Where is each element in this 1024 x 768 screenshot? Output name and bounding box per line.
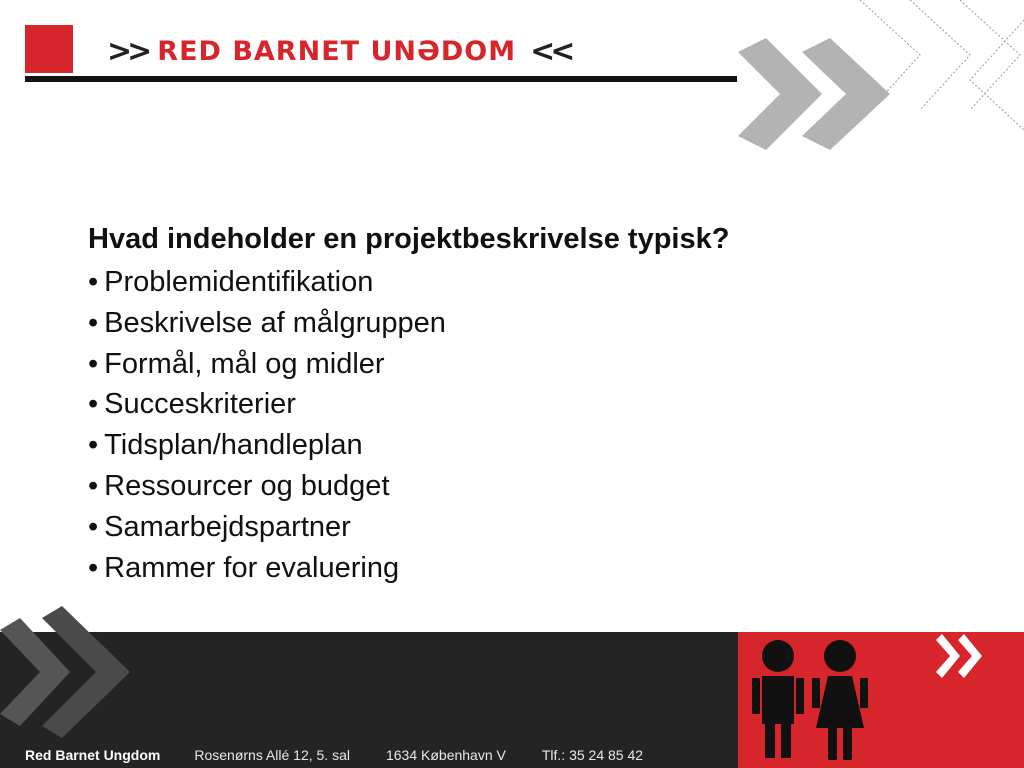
bullet-icon: • [88,266,99,298]
list-item-text: Rammer for evaluering [104,551,400,584]
footer-phone: Tlf.: 35 24 85 42 [541,747,644,763]
header-divider [25,76,737,82]
bullet-icon: • [88,388,99,421]
bullet-icon: • [88,347,99,380]
list-item [88,425,928,466]
list-item [88,548,928,589]
list-item [88,262,928,303]
list-item-text: Ressourcer og budget [104,469,390,502]
brand-left-chevron: >> [107,33,148,69]
white-chevron-icon [936,634,992,678]
bullet-list [88,262,928,588]
red-square-logo [25,25,73,73]
list-item-text: Tidsplan/handleplan [104,429,363,462]
list-item [88,466,928,507]
list-item [88,344,928,385]
footer-contact-info [25,745,643,765]
bullet-icon: • [88,306,99,339]
brand-right-chevron: << [530,33,571,69]
slide-heading: Hvad indeholder en projektbeskrivelse typisk? [88,223,730,255]
brand-logo [107,32,570,70]
list-item-text: Succeskriterier [104,388,296,421]
footer-address: Rosenørns Allé 12, 5. sal [194,747,350,763]
list-item-text: Samarbejdspartner [104,510,351,543]
bullet-icon: • [88,429,99,462]
bullet-icon: • [88,551,99,584]
bullet-icon: • [88,469,99,502]
list-item [88,303,928,344]
brand-name: RED BARNET UNƏDOM [157,35,517,67]
bullet-icon: • [88,510,99,543]
list-item-text: Problemidentifikation [104,266,374,298]
list-item [88,384,928,425]
footer-city: 1634 København V [385,747,506,763]
footer-organization: Red Barnet Ungdom [25,747,161,763]
gray-chevron-icon [730,0,1024,160]
children-figures-icon [748,636,878,766]
list-item-text: Beskrivelse af målgruppen [104,306,446,339]
list-item-text: Formål, mål og midler [104,347,385,380]
slide-content [88,220,928,588]
list-item [88,507,928,548]
dark-chevron-icon [0,600,140,740]
